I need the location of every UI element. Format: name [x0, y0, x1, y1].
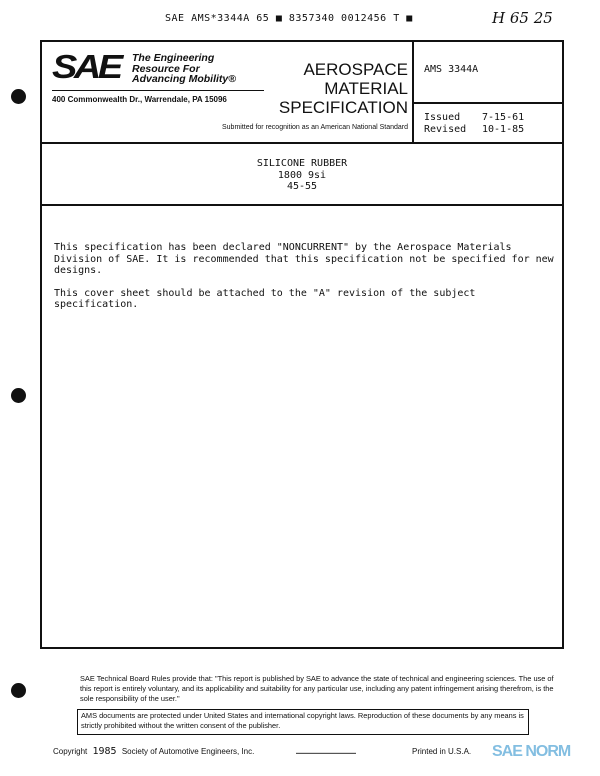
printed-in: Printed in U.S.A. — [412, 747, 472, 756]
technical-board-rules: SAE Technical Board Rules provide that: "This report is published by SAE to advance the state of technical and engineering sciences. The use of this report is entirely voluntary, and its applicability and suitability for any particular use, including any patent infringement arising therefrom, is the sole responsibility of the user." — [80, 674, 554, 703]
revised-label: Revised — [424, 124, 467, 135]
title-line: 45-55 — [286, 181, 318, 192]
divider — [52, 90, 264, 91]
divider — [40, 204, 564, 206]
copyright-owner: Society of Automotive Engineers, Inc. — [121, 747, 255, 756]
revised-date: 10-1-85 — [482, 124, 525, 135]
sae-tagline — [132, 53, 236, 85]
doc-number: AMS 3344A — [424, 64, 479, 75]
issued-label: Issued — [424, 112, 461, 123]
title-line: 1800 9si — [277, 169, 327, 181]
address: 400 Commonwealth Dr., Warrendale, PA 15096 — [52, 95, 227, 104]
dates — [424, 112, 524, 136]
scan-header-line: SAE AMS*3344A 65 ■ 8357340 0012456 T ■ — [165, 13, 413, 24]
heading-line: SPECIFICATION — [278, 98, 408, 117]
copyright-notice: AMS documents are protected under United States and international copyright laws. Reproduction of these documents by any means is strictly prohibited without the written consent of the publisher. — [77, 709, 529, 735]
paragraph: This cover sheet should be attached to the "A" revision of the subject specification. — [54, 287, 476, 310]
issued-date: 7-15-61 — [482, 112, 525, 123]
punch-hole — [11, 89, 26, 104]
divider — [412, 102, 564, 104]
fine-print-mark: ▬▬▬▬▬▬▬▬▬▬▬▬▬▬▬ — [296, 750, 356, 755]
paragraph: This specification has been declared "NONCURRENT" by the Aerospace Materials Division of SAE. It is recommended that this specification not be specified for new designs. — [54, 242, 554, 276]
spec-title — [40, 158, 564, 193]
copyright-year: 1985 — [92, 746, 117, 757]
heading-line: MATERIAL — [324, 79, 408, 98]
heading-line: AEROSPACE — [303, 60, 408, 79]
divider — [412, 40, 414, 143]
tagline-line: Advancing Mobility® — [132, 73, 236, 85]
punch-hole — [11, 683, 26, 698]
title-line: SILICONE RUBBER — [256, 158, 348, 169]
submitted-note: Submitted for recognition as an American National Standard — [222, 124, 408, 131]
divider — [40, 142, 564, 144]
tagline-line: Resource For — [132, 62, 200, 75]
sae-logo: SAE — [52, 48, 120, 85]
copyright-prefix: Copyright — [53, 747, 88, 756]
spec-type-heading — [270, 60, 408, 117]
tagline-line: The Engineering — [132, 52, 215, 64]
copyright-line — [53, 746, 254, 757]
sae-norm-watermark: SAE NORM — [492, 743, 571, 760]
handwritten-note: H 65 25 — [492, 9, 553, 27]
body-text — [54, 242, 554, 322]
punch-hole — [11, 388, 26, 403]
